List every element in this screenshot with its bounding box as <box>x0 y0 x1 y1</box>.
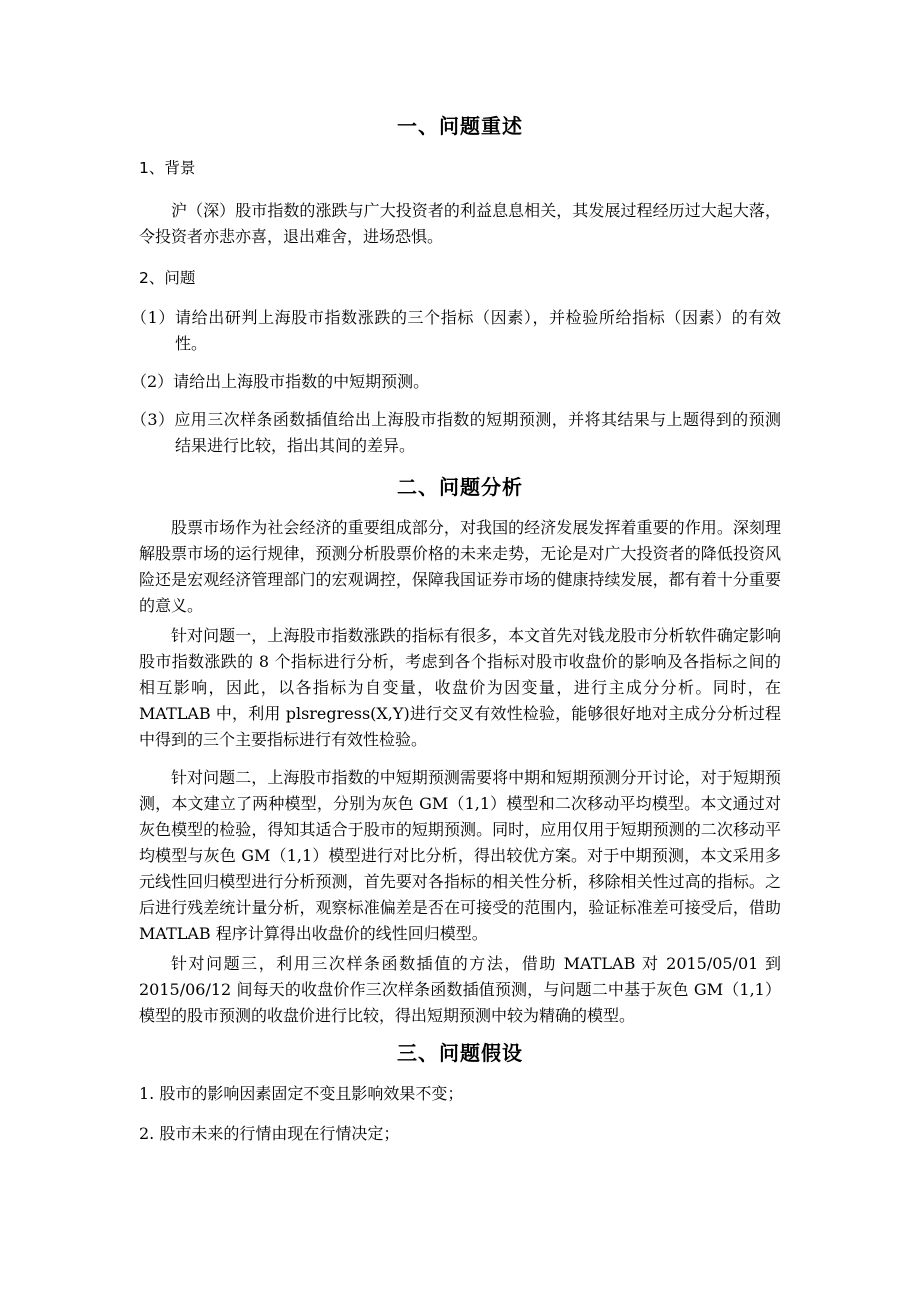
analysis-paragraph-4: 针对问题三，利用三次样条函数插值的方法，借助 MATLAB 对 2015/05/01 到 2015/06/12 间每天的收盘价作三次样条函数插值预测，与问题二中基于灰色 GM（1,1）模型的股市预测的收盘价进行比较，得出短期预测中较为精确的模型。 <box>139 954 781 1025</box>
analysis-paragraph-1: 股票市场作为社会经济的重要组成部分，对我国的经济发展发挥着重要的作用。深刻理解股票市场的运行规律，预测分析股票价格的未来走势，无论是对广大投资者的降低投资风险还是宏观经济管理部门的宏观调控，保障我国证券市场的健康持续发展，都有着十分重要的意义。 <box>139 518 781 615</box>
problem-item-2: （2）请给出上海股市指数的中短期预测。 <box>131 372 430 391</box>
document-page <box>131 108 781 1147</box>
assumption-item-2: 2. 股市未来的行情由现在行情决定； <box>139 1124 400 1143</box>
section-title-restatement: 一、问题重述 <box>397 114 523 138</box>
background-paragraph: 沪（深）股市指数的涨跌与广大投资者的利益息息相关，其发展过程经历过大起大落，令投资者亦悲亦喜，退出难舍，进场恐惧。 <box>139 201 781 246</box>
problem-item-1: （1）请给出研判上海股市指数涨跌的三个指标（因素），并检验所给指标（因素）的有效性。 <box>131 308 781 353</box>
background-heading: 1、背景 <box>139 159 196 177</box>
problem-item-3: （3）应用三次样条函数插值给出上海股市指数的短期预测，并将其结果与上题得到的预测结果进行比较，指出其间的差异。 <box>131 410 781 455</box>
section-title-assumptions: 三、问题假设 <box>397 1041 523 1065</box>
problem-heading: 2、问题 <box>139 269 196 287</box>
analysis-paragraph-3: 针对问题二，上海股市指数的中短期预测需要将中期和短期预测分开讨论，对于短期预测，本文建立了两种模型，分别为灰色 GM（1,1）模型和二次移动平均模型。本文通过对灰色模型的检验，得知其适合于股市的短期预测。同时，应用仅用于短期预测的二次移动平均模型与灰色 GM（1,1）模型进行对比分析，得出较优方案。对于中期预测，本文采用多元线性回归模型进行分析预测，首先要对各指标的相关性分析，移除相关性过高的指标。之后进行残差统计量分析，观察标准偏差是否在可接受的范围内，验证标准差可接受后，借助 MATLAB 程序计算得出收盘价的线性回归模型。 <box>139 768 781 943</box>
assumption-item-1: 1. 股市的影响因素固定不变且影响效果不变； <box>139 1084 464 1103</box>
analysis-paragraph-2: 针对问题一，上海股市指数涨跌的指标有很多，本文首先对钱龙股市分析软件确定影响股市指数涨跌的 8 个指标进行分析，考虑到各个指标对股市收盘价的影响及各指标之间的相互影响，因此，以各指标为自变量，收盘价为因变量，进行主成分分析。同时，在 MATLAB 中，利用 plsregress(X,Y)进行交叉有效性检验，能够很好地对主成分分析过程中得到的三个主要指标进行有效性检验。 <box>139 626 781 749</box>
section-title-analysis: 二、问题分析 <box>397 475 523 499</box>
